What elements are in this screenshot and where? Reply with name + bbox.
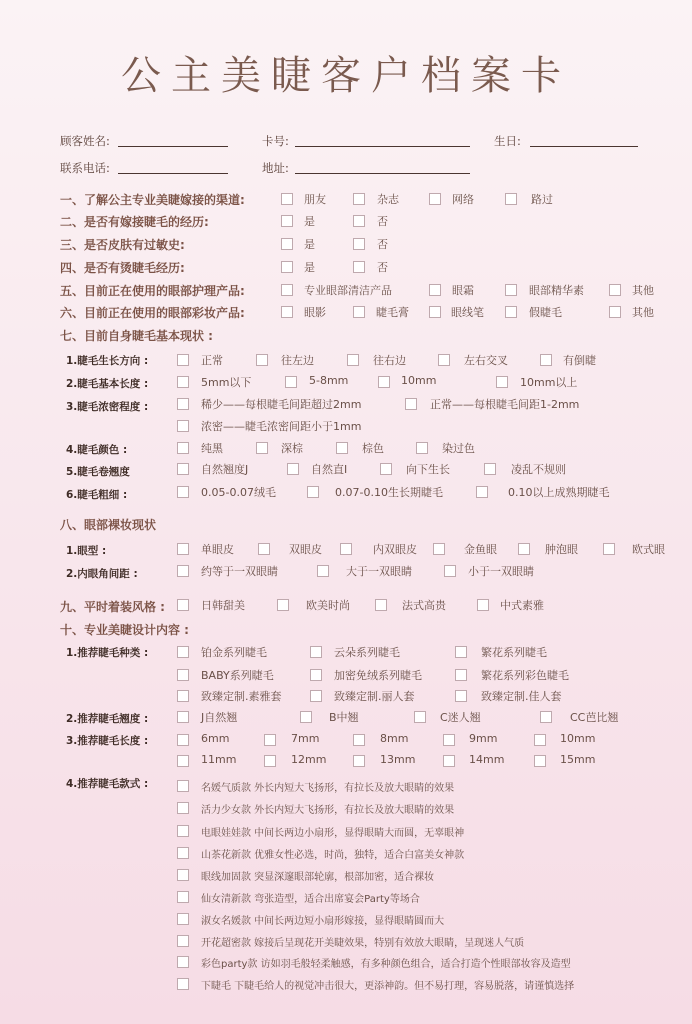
lash-color-label: 4.睫毛颜色 : — [66, 444, 128, 456]
option-label: 眼线笔 — [451, 306, 484, 319]
checkbox[interactable] — [310, 646, 322, 658]
lash-density-label: 3.睫毛浓密程度 : — [66, 401, 149, 413]
page-title: 公主美睫客户档案卡 — [121, 53, 571, 99]
checkbox[interactable] — [177, 565, 189, 577]
option-label: 14mm — [469, 753, 505, 766]
checkbox[interactable] — [353, 261, 365, 273]
option-label: 加密免绒系列睫毛 — [334, 669, 422, 682]
option-label: 6mm — [201, 732, 230, 745]
checkbox[interactable] — [281, 306, 293, 318]
checkbox[interactable] — [177, 734, 189, 746]
checkbox[interactable] — [177, 463, 189, 475]
option-label: 深棕 — [281, 442, 303, 455]
option-label: 杂志 — [377, 193, 399, 206]
checkbox[interactable] — [177, 376, 189, 388]
style-item: 彩色party款 访如羽毛般轻柔触感，有多种颜色组合，适合打造个性眼部妆容及造型 — [201, 959, 571, 970]
option-label: 浓密——睫毛浓密间距小于1mm — [201, 420, 362, 433]
option-label: 自然直I — [311, 463, 348, 476]
inner-corner-label: 2.内眼角间距 : — [66, 568, 138, 580]
checkbox[interactable] — [310, 669, 322, 681]
recommended-curl-label: 2.推荐睫毛翘度 : — [66, 713, 149, 725]
eye-care-question: 五、目前正在使用的眼部护理产品: — [60, 284, 245, 298]
option-label: CC芭比翘 — [570, 711, 619, 724]
option-label: 眼部精华素 — [529, 284, 584, 297]
option-label: 金鱼眼 — [464, 543, 497, 556]
address-label: 地址: — [262, 161, 289, 175]
checkbox[interactable] — [429, 284, 441, 296]
checkbox[interactable] — [256, 442, 268, 454]
option-label: 日韩甜美 — [201, 599, 245, 612]
option-label: 9mm — [469, 732, 498, 745]
lash-status-heading: 七、目前自身睫毛基本现状 : — [60, 329, 213, 343]
checkbox[interactable] — [264, 755, 276, 767]
option-label: 向下生长 — [406, 463, 450, 476]
checkbox[interactable] — [505, 306, 517, 318]
option-label: 12mm — [291, 753, 327, 766]
checkbox[interactable] — [534, 734, 546, 746]
option-label: 否 — [377, 238, 388, 251]
option-label: 10mm — [560, 732, 596, 745]
checkbox[interactable] — [287, 463, 299, 475]
birthday-label: 生日: — [494, 134, 521, 148]
checkbox[interactable] — [177, 486, 189, 498]
lash-curl-label: 5.睫毛卷翘度 — [66, 466, 130, 478]
dress-style-label: 九、平时着装风格 : — [60, 600, 165, 614]
checkbox[interactable] — [258, 543, 270, 555]
option-label: 路过 — [531, 193, 553, 206]
checkbox[interactable] — [353, 215, 365, 227]
option-label: 致臻定制.素雅套 — [201, 690, 282, 703]
style-item: 开花超密款 嫁接后呈现花开美睫效果，特别有效放大眼睛，呈现迷人气质 — [201, 938, 525, 949]
recommended-length-label: 3.推荐睫毛长度 : — [66, 735, 149, 747]
eye-makeup-question: 六、目前正在使用的眼部彩妆产品: — [60, 306, 245, 320]
option-label: 8mm — [380, 732, 409, 745]
option-label: 是 — [304, 215, 315, 228]
option-label: 5-8mm — [309, 374, 349, 387]
option-label: 正常——每根睫毛间距1-2mm — [430, 398, 580, 411]
checkbox[interactable] — [353, 193, 365, 205]
checkbox[interactable] — [438, 354, 450, 366]
checkbox[interactable] — [281, 238, 293, 250]
eye-type-label: 1.眼型 : — [66, 545, 107, 557]
checkbox[interactable] — [285, 376, 297, 388]
option-label: 稀少——每根睫毛间距超过2mm — [201, 398, 362, 411]
option-label: 0.10以上成熟期睫毛 — [508, 486, 610, 499]
option-label: 左右交叉 — [464, 354, 508, 367]
checkbox[interactable] — [177, 847, 189, 859]
option-label: 0.05-0.07绒毛 — [201, 486, 276, 499]
style-item: 电眼娃娃款 中间长两边小扇形，显得眼睛大而圆，无辜眼神 — [201, 828, 465, 839]
checkbox[interactable] — [380, 463, 392, 475]
option-label: 繁花系列彩色睫毛 — [481, 669, 569, 682]
option-label: 其他 — [632, 306, 654, 319]
option-label: 中式素雅 — [500, 599, 544, 612]
option-label: 否 — [377, 261, 388, 274]
checkbox[interactable] — [540, 354, 552, 366]
checkbox[interactable] — [177, 935, 189, 947]
checkbox[interactable] — [433, 543, 445, 555]
option-label: 欧美时尚 — [306, 599, 350, 612]
name-field[interactable] — [118, 146, 228, 147]
option-label: 致臻定制.丽人套 — [334, 690, 415, 703]
option-label: 欧式眼 — [632, 543, 665, 556]
lash-length-label: 2.睫毛基本长度 : — [66, 378, 149, 390]
lash-thickness-label: 6.睫毛粗细 : — [66, 489, 128, 501]
option-label: 眼影 — [304, 306, 326, 319]
option-label: 否 — [377, 215, 388, 228]
checkbox[interactable] — [177, 646, 189, 658]
checkbox[interactable] — [429, 306, 441, 318]
checkbox[interactable] — [609, 284, 621, 296]
checkbox[interactable] — [177, 398, 189, 410]
option-label: 铂金系列睫毛 — [201, 646, 267, 659]
checkbox[interactable] — [177, 978, 189, 990]
option-label: 单眼皮 — [201, 543, 234, 556]
option-label: 双眼皮 — [289, 543, 322, 556]
checkbox[interactable] — [405, 398, 417, 410]
phone-label: 联系电话: — [60, 161, 110, 175]
option-label: 假睫毛 — [529, 306, 562, 319]
option-label: 云朵系列睫毛 — [334, 646, 400, 659]
option-label: 7mm — [291, 732, 320, 745]
extension-history-question: 二、是否有嫁接睫毛的经历: — [60, 215, 209, 229]
option-label: 小于一双眼睛 — [468, 565, 534, 578]
option-label: 致臻定制.佳人套 — [481, 690, 562, 703]
design-heading: 十、专业美睫设计内容 : — [60, 623, 189, 637]
option-label: 13mm — [380, 753, 416, 766]
checkbox[interactable] — [177, 802, 189, 814]
option-label: 棕色 — [362, 442, 384, 455]
perm-history-question: 四、是否有烫睫毛经历: — [60, 261, 185, 275]
checkbox[interactable] — [340, 543, 352, 555]
checkbox[interactable] — [455, 646, 467, 658]
checkbox[interactable] — [177, 913, 189, 925]
option-label: 10mm — [401, 374, 437, 387]
checkbox[interactable] — [281, 284, 293, 296]
checkbox[interactable] — [336, 442, 348, 454]
checkbox[interactable] — [300, 711, 312, 723]
checkbox[interactable] — [281, 215, 293, 227]
option-label: 繁花系列睫毛 — [481, 646, 547, 659]
option-label: BABY系列睫毛 — [201, 669, 274, 682]
option-label: 5mm以下 — [201, 376, 252, 389]
checkbox[interactable] — [353, 306, 365, 318]
checkbox[interactable] — [347, 354, 359, 366]
option-label: 0.07-0.10生长期睫毛 — [335, 486, 443, 499]
checkbox[interactable] — [429, 193, 441, 205]
checkbox[interactable] — [177, 780, 189, 792]
checkbox[interactable] — [307, 486, 319, 498]
checkbox[interactable] — [375, 599, 387, 611]
bare-eye-heading: 八、眼部裸妆现状 — [60, 518, 157, 532]
option-label: 凌乱不规则 — [511, 463, 566, 476]
birthday-field[interactable] — [530, 146, 638, 147]
checkbox[interactable] — [414, 711, 426, 723]
option-label: 内双眼皮 — [373, 543, 417, 556]
option-label: B中翘 — [329, 711, 359, 724]
address-field[interactable] — [295, 173, 470, 174]
checkbox[interactable] — [353, 238, 365, 250]
option-label: 眼霜 — [452, 284, 474, 297]
option-label: C迷人翘 — [440, 711, 481, 724]
checkbox[interactable] — [177, 690, 189, 702]
checkbox[interactable] — [455, 690, 467, 702]
channel-question: 一、了解公主专业美睫嫁接的渠道: — [60, 193, 245, 207]
option-label: 法式高贵 — [402, 599, 446, 612]
option-label: 专业眼部清洁产品 — [304, 284, 392, 297]
checkbox[interactable] — [443, 755, 455, 767]
option-label: 肿泡眼 — [545, 543, 578, 556]
checkbox[interactable] — [534, 755, 546, 767]
option-label: 染过色 — [442, 442, 475, 455]
style-item: 仙女清新款 弯张造型，适合出席宴会Party等场合 — [201, 894, 420, 905]
checkbox[interactable] — [264, 734, 276, 746]
checkbox[interactable] — [177, 891, 189, 903]
option-label: 往左边 — [281, 354, 314, 367]
checkbox[interactable] — [177, 711, 189, 723]
style-item: 名媛气质款 外长内短大飞扬形，有拉长及放大眼睛的效果 — [201, 783, 455, 794]
checkbox[interactable] — [281, 193, 293, 205]
checkbox[interactable] — [378, 376, 390, 388]
style-item: 活力少女款 外长内短大飞扬形，有拉长及放大眼睛的效果 — [201, 805, 455, 816]
style-item: 山茶花新款 优雅女性必选，时尚，独特，适合白富美女神款 — [201, 850, 465, 861]
option-label: 睫毛膏 — [376, 306, 409, 319]
card-label: 卡号: — [262, 134, 289, 148]
checkbox[interactable] — [353, 734, 365, 746]
checkbox[interactable] — [177, 442, 189, 454]
checkbox[interactable] — [177, 354, 189, 366]
option-label: J自然翘 — [201, 711, 238, 724]
checkbox[interactable] — [353, 755, 365, 767]
checkbox[interactable] — [177, 669, 189, 681]
checkbox[interactable] — [518, 543, 530, 555]
style-item: 下睫毛 下睫毛给人的视觉冲击很大，更添神韵。但不易打理，容易脱落，请谨慎选择 — [201, 981, 575, 992]
checkbox[interactable] — [477, 599, 489, 611]
option-label: 大于一双眼睛 — [346, 565, 412, 578]
style-item: 淑女名媛款 中间长两边短小扇形嫁接，显得眼睛圆而大 — [201, 916, 445, 927]
allergy-question: 三、是否皮肤有过敏史: — [60, 238, 185, 252]
name-label: 顾客姓名: — [60, 134, 110, 148]
option-label: 自然翘度J — [201, 463, 249, 476]
checkbox[interactable] — [177, 956, 189, 968]
checkbox[interactable] — [609, 306, 621, 318]
option-label: 朋友 — [304, 193, 326, 206]
checkbox[interactable] — [317, 565, 329, 577]
recommended-style-label: 4.推荐睫毛款式 : — [66, 778, 149, 790]
option-label: 正常 — [201, 354, 223, 367]
checkbox[interactable] — [281, 261, 293, 273]
checkbox[interactable] — [177, 825, 189, 837]
checkbox[interactable] — [277, 599, 289, 611]
option-label: 是 — [304, 238, 315, 251]
checkbox[interactable] — [455, 669, 467, 681]
checkbox[interactable] — [603, 543, 615, 555]
checkbox[interactable] — [484, 463, 496, 475]
option-label: 网络 — [452, 193, 474, 206]
style-item: 眼线加固款 突显深邃眼部轮廓，根部加密，适合裸妆 — [201, 872, 435, 883]
checkbox[interactable] — [177, 599, 189, 611]
recommended-type-label: 1.推荐睫毛种类 : — [66, 647, 149, 659]
option-label: 纯黑 — [201, 442, 223, 455]
checkbox[interactable] — [256, 354, 268, 366]
option-label: 11mm — [201, 753, 237, 766]
checkbox[interactable] — [443, 734, 455, 746]
card-field[interactable] — [295, 146, 470, 147]
option-label: 15mm — [560, 753, 596, 766]
option-label: 有倒睫 — [563, 354, 596, 367]
phone-field[interactable] — [118, 173, 228, 174]
option-label: 是 — [304, 261, 315, 274]
checkbox[interactable] — [310, 690, 322, 702]
growth-direction-label: 1.睫毛生长方向 : — [66, 355, 149, 367]
checkbox[interactable] — [496, 376, 508, 388]
option-label: 其他 — [632, 284, 654, 297]
option-label: 约等于一双眼睛 — [201, 565, 278, 578]
checkbox[interactable] — [177, 869, 189, 881]
checkbox[interactable] — [177, 420, 189, 432]
checkbox[interactable] — [476, 486, 488, 498]
checkbox[interactable] — [505, 284, 517, 296]
option-label: 往右边 — [373, 354, 406, 367]
option-label: 10mm以上 — [520, 376, 578, 389]
checkbox[interactable] — [505, 193, 517, 205]
checkbox[interactable] — [444, 565, 456, 577]
checkbox[interactable] — [540, 711, 552, 723]
checkbox[interactable] — [416, 442, 428, 454]
checkbox[interactable] — [177, 755, 189, 767]
checkbox[interactable] — [177, 543, 189, 555]
